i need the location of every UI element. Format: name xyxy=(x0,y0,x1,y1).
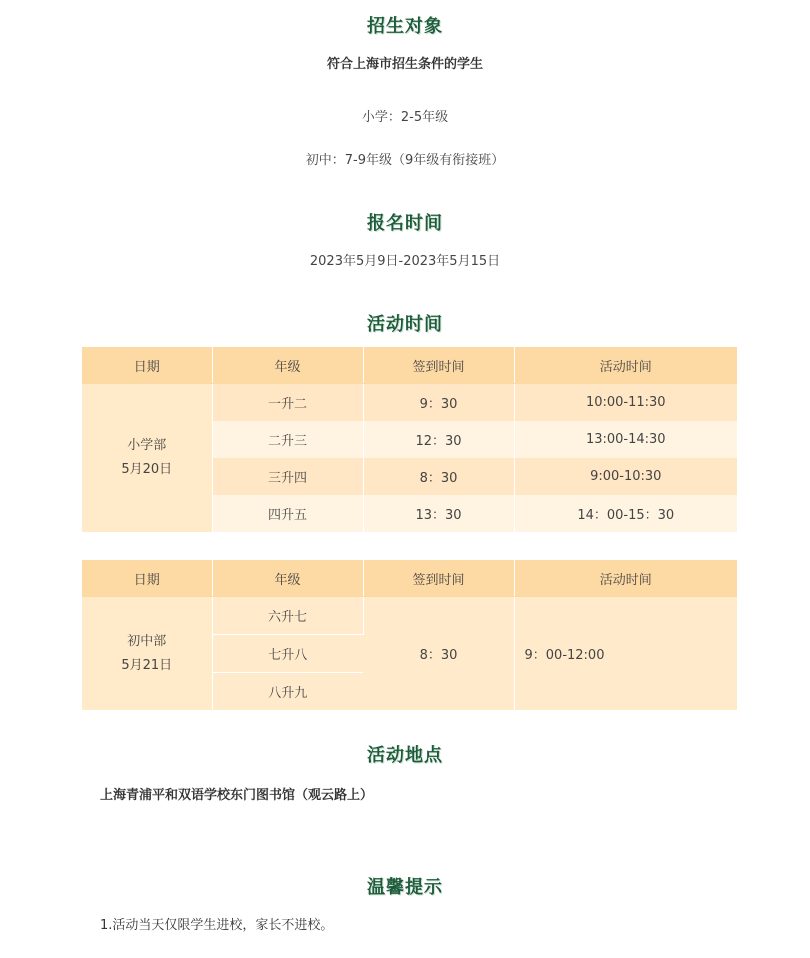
location-value: 上海青浦平和双语学校东门图书馆（观云路上） xyxy=(100,788,374,803)
enroll-target-subtitle: 符合上海市招生条件的学生 xyxy=(326,57,483,72)
grade-cell: 二升三 xyxy=(212,421,363,458)
grade-cell: 六升七 xyxy=(212,597,363,635)
header-checkin: 签到时间 xyxy=(363,347,514,384)
enroll-target-heading: 招生对象 xyxy=(367,16,443,37)
dept-cell xyxy=(82,597,212,711)
junior-schedule-table xyxy=(82,560,737,710)
checkin-cell: 8：30 xyxy=(363,458,514,495)
header-date: 日期 xyxy=(82,347,212,384)
grade-cell: 一升二 xyxy=(212,384,363,422)
time-cell: 9：00-12:00 xyxy=(514,597,737,711)
table-header-row xyxy=(82,347,737,384)
register-time-value: 2023年5月9日-2023年5月15日 xyxy=(309,254,501,269)
grade-cell: 三升四 xyxy=(212,458,363,495)
header-grade: 年级 xyxy=(212,560,363,597)
header-activity-time: 活动时间 xyxy=(514,347,737,384)
tips-heading: 温馨提示 xyxy=(367,877,443,898)
grade-cell: 八升九 xyxy=(212,673,363,711)
junior-grades-text: 初中：7-9年级（9年级有衔接班） xyxy=(305,153,505,168)
dept-cell xyxy=(82,384,212,533)
table-row xyxy=(82,384,737,422)
time-cell: 13:00-14:30 xyxy=(514,421,737,458)
time-cell: 9:00-10:30 xyxy=(514,458,737,495)
header-grade: 年级 xyxy=(212,347,363,384)
time-cell: 14：00-15：30 xyxy=(514,495,737,532)
header-activity-time: 活动时间 xyxy=(514,560,737,597)
header-checkin: 签到时间 xyxy=(363,560,514,597)
checkin-cell: 12：30 xyxy=(363,421,514,458)
checkin-cell: 9：30 xyxy=(363,384,514,422)
table-row xyxy=(82,597,737,635)
grade-cell: 四升五 xyxy=(212,495,363,532)
checkin-cell: 8：30 xyxy=(363,597,514,711)
checkin-cell: 13：30 xyxy=(363,495,514,532)
primary-schedule-table xyxy=(82,347,737,532)
location-heading: 活动地点 xyxy=(367,745,443,766)
register-time-heading: 报名时间 xyxy=(367,213,443,234)
dept-name: 小学部 xyxy=(127,438,167,453)
activity-time-heading: 活动时间 xyxy=(367,314,443,335)
dept-name: 初中部 xyxy=(127,633,167,649)
tips-item-1: 1.活动当天仅限学生进校，家长不进校。 xyxy=(100,918,334,933)
header-date: 日期 xyxy=(82,560,212,597)
dept-date: 5月20日 xyxy=(121,462,173,477)
primary-grades-text: 小学：2-5年级 xyxy=(361,110,449,125)
time-cell: 10:00-11:30 xyxy=(514,384,737,422)
dept-date: 5月21日 xyxy=(121,657,173,673)
table-header-row xyxy=(82,560,737,597)
grade-cell: 七升八 xyxy=(212,635,363,673)
